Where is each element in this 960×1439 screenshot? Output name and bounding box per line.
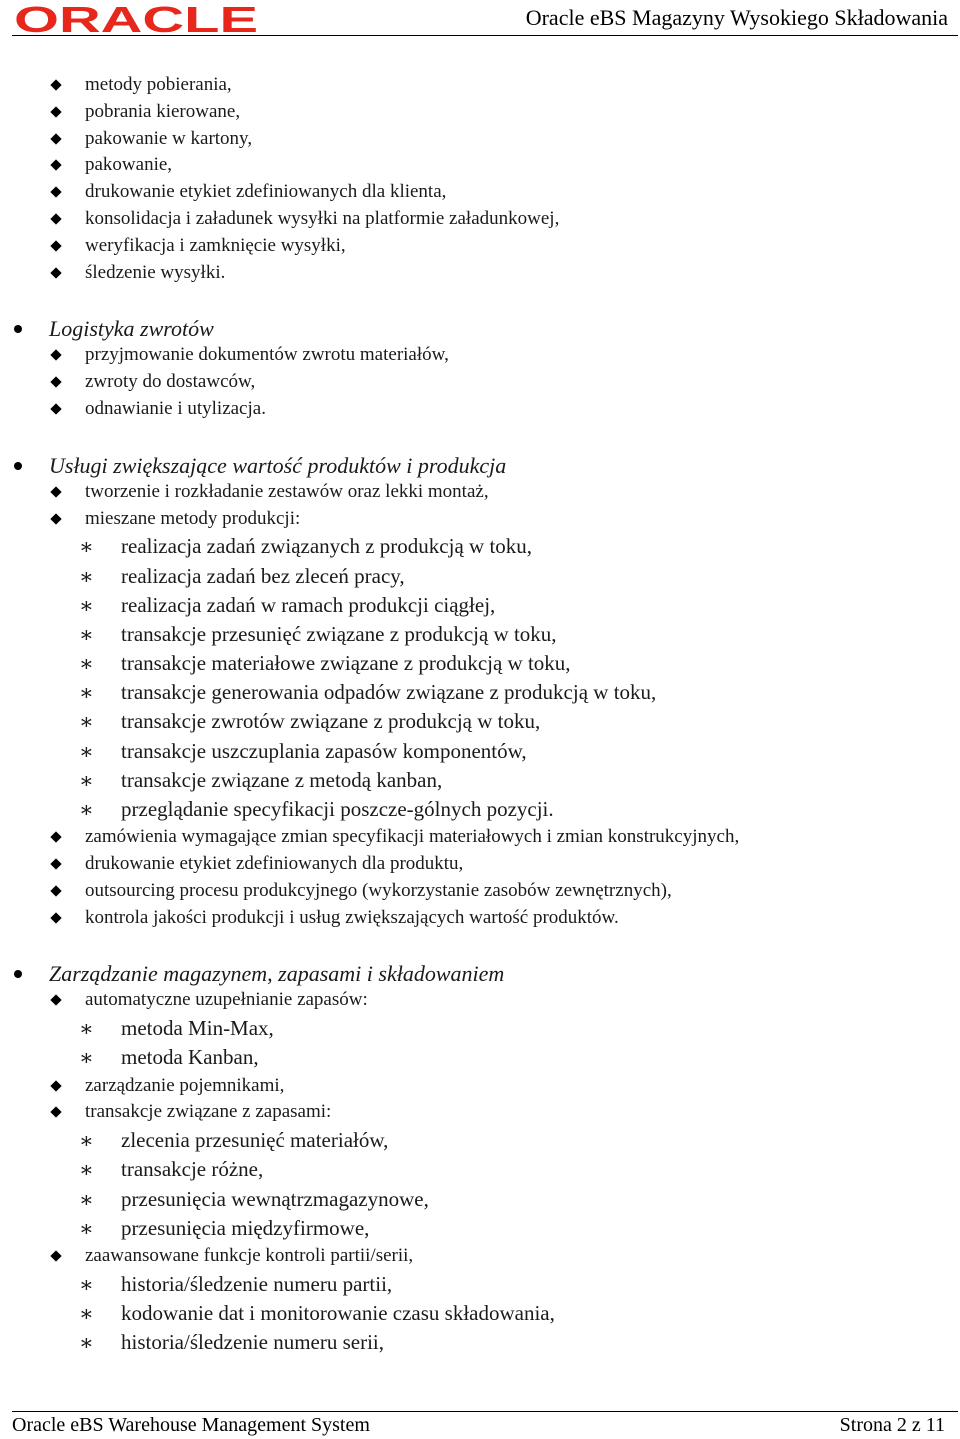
list-item-text: transakcje związane z zapasami: xyxy=(85,1101,332,1123)
list-item-text: transakcje generowania odpadów związane z produkcją w toku, xyxy=(121,680,657,705)
list-item-text: zamówienia wymagające zmian specyfikacji materiałowych i zmian konstrukcyjnych, xyxy=(85,826,740,848)
diamond-bullet-icon xyxy=(50,240,61,251)
list-item xyxy=(0,179,960,206)
list-item-text: weryfikacja i zamknięcie wysyłki, xyxy=(85,234,346,256)
list-item xyxy=(0,987,960,1014)
section-spacer xyxy=(0,423,960,452)
diamond-bullet-icon xyxy=(50,1250,61,1261)
diamond-bullet-icon xyxy=(50,79,61,90)
list-item-text: zlecenia przesunięć materiałów, xyxy=(121,1128,389,1153)
list-item-text: historia/śledzenie numeru serii, xyxy=(121,1330,385,1355)
list-item-text: metoda Min-Max, xyxy=(121,1016,274,1041)
list-item-text: realizacja zadań związanych z produkcją w toku, xyxy=(121,534,533,559)
list-item xyxy=(0,152,960,179)
list-item-text: zwroty do dostawców, xyxy=(85,371,256,393)
diamond-bullet-icon xyxy=(50,377,61,388)
document-title: Oracle eBS Magazyny Wysokiego Składowania xyxy=(525,5,948,30)
diamond-bullet-icon xyxy=(50,106,61,117)
list-item-text: transakcje przesunięć związane z produkcją w toku, xyxy=(121,621,557,646)
sub-list-item xyxy=(0,737,960,766)
sub-list-item xyxy=(0,1043,960,1072)
sub-list-item xyxy=(0,1155,960,1184)
list-item-text: zaawansowane funkcje kontroli partii/serii, xyxy=(85,1244,414,1266)
list-item-text: mieszane metody produkcji: xyxy=(85,507,301,529)
asterisk-bullet-icon: ∗ xyxy=(79,767,94,793)
oracle-logo xyxy=(14,2,260,35)
list-item xyxy=(0,479,960,506)
section-heading xyxy=(0,960,960,987)
sub-list-item xyxy=(0,1126,960,1155)
sub-list-item xyxy=(0,1185,960,1214)
diamond-bullet-icon xyxy=(50,160,61,171)
list-item-text: kodowanie dat i monitorowanie czasu składowania, xyxy=(121,1300,555,1325)
list-item-text: historia/śledzenie numeru partii, xyxy=(121,1271,393,1296)
diamond-bullet-icon xyxy=(50,858,61,869)
sub-list-item xyxy=(0,562,960,591)
diamond-bullet-icon xyxy=(50,486,61,497)
footer-document-name: Oracle eBS Warehouse Management System xyxy=(12,1414,370,1436)
list-item xyxy=(0,851,960,878)
list-item-text: transakcje materiałowe związane z produkcją w toku, xyxy=(121,651,571,676)
list-item-text: przeglądanie specyfikacji poszcze-gólnych pozycji. xyxy=(121,797,554,822)
list-item-text: automatyczne uzupełnianie zapasów: xyxy=(85,989,368,1011)
list-item-text: metody pobierania, xyxy=(85,74,232,95)
round-bullet-icon xyxy=(14,970,22,978)
list-item-text: transakcje różne, xyxy=(121,1157,264,1182)
list-item-text: przesunięcia wewnątrzmagazynowe, xyxy=(121,1186,429,1211)
header-divider xyxy=(12,35,958,36)
asterisk-bullet-icon: ∗ xyxy=(79,797,94,823)
diamond-bullet-icon xyxy=(50,885,61,896)
diamond-bullet-icon xyxy=(50,133,61,144)
list-item xyxy=(0,506,960,533)
diamond-bullet-icon xyxy=(50,1080,61,1091)
list-item-text: Logistyka zwrotów xyxy=(49,316,214,342)
list-item-text: realizacja zadań w ramach produkcji ciągłej, xyxy=(121,592,496,617)
sub-list-item xyxy=(0,795,960,824)
diamond-bullet-icon xyxy=(50,513,61,524)
list-item xyxy=(0,260,960,287)
asterisk-bullet-icon: ∗ xyxy=(79,1186,94,1212)
list-item-text: pakowanie w kartony, xyxy=(85,127,253,149)
diamond-bullet-icon xyxy=(50,832,61,843)
list-item-text: pobrania kierowane, xyxy=(85,100,241,122)
page-header xyxy=(0,0,960,40)
list-item-text: tworzenie i rozkładanie zestawów oraz lekki montaż, xyxy=(85,480,489,502)
sub-list-item xyxy=(0,649,960,678)
diamond-bullet-icon xyxy=(50,267,61,278)
svg-text:ORACLE: ORACLE xyxy=(14,2,258,35)
diamond-bullet-icon xyxy=(50,403,61,414)
list-item xyxy=(0,905,960,932)
asterisk-bullet-icon: ∗ xyxy=(79,534,94,560)
list-item-text: konsolidacja i załadunek wysyłki na platformie załadunkowej, xyxy=(85,207,560,229)
asterisk-bullet-icon: ∗ xyxy=(79,738,94,764)
sub-list-item xyxy=(0,766,960,795)
list-item xyxy=(0,126,960,153)
diamond-bullet-icon xyxy=(50,350,61,361)
list-item-text: kontrola jakości produkcji i usług zwiększających wartość produktów. xyxy=(85,906,619,928)
list-item-text: drukowanie etykiet zdefiniowanych dla produktu, xyxy=(85,853,464,875)
asterisk-bullet-icon: ∗ xyxy=(79,1215,94,1241)
diamond-bullet-icon xyxy=(50,1107,61,1118)
page-number: Strona 2 z 11 xyxy=(839,1414,945,1436)
list-item xyxy=(0,233,960,260)
asterisk-bullet-icon: ∗ xyxy=(79,1300,94,1326)
asterisk-bullet-icon: ∗ xyxy=(79,621,94,647)
round-bullet-icon xyxy=(14,325,22,333)
asterisk-bullet-icon: ∗ xyxy=(79,1157,94,1183)
sub-list-item xyxy=(0,1014,960,1043)
diamond-bullet-icon xyxy=(50,187,61,198)
asterisk-bullet-icon: ∗ xyxy=(79,1330,94,1356)
asterisk-bullet-icon: ∗ xyxy=(79,563,94,589)
sub-list-item xyxy=(0,532,960,561)
diamond-bullet-icon xyxy=(50,995,61,1006)
list-item-text: Zarządzanie magazynem, zapasami i składowaniem xyxy=(49,961,505,987)
list-item-text: transakcje uszczuplania zapasów komponentów, xyxy=(121,738,527,763)
list-item xyxy=(0,99,960,126)
asterisk-bullet-icon: ∗ xyxy=(79,1045,94,1071)
sub-list-item xyxy=(0,1214,960,1243)
asterisk-bullet-icon: ∗ xyxy=(79,651,94,677)
document-body xyxy=(0,72,960,1357)
section-heading xyxy=(0,315,960,342)
list-item xyxy=(0,878,960,905)
sub-list-item xyxy=(0,1270,960,1299)
sub-list-item xyxy=(0,678,960,707)
section-spacer xyxy=(0,931,960,960)
asterisk-bullet-icon: ∗ xyxy=(79,709,94,735)
asterisk-bullet-icon: ∗ xyxy=(79,1128,94,1154)
list-item-text: zarządzanie pojemnikami, xyxy=(85,1074,285,1096)
list-item xyxy=(0,72,960,99)
asterisk-bullet-icon: ∗ xyxy=(79,680,94,706)
asterisk-bullet-icon: ∗ xyxy=(79,1271,94,1297)
list-item xyxy=(0,342,960,369)
footer-divider xyxy=(12,1411,958,1412)
diamond-bullet-icon xyxy=(50,912,61,923)
sub-list-item xyxy=(0,1328,960,1357)
asterisk-bullet-icon: ∗ xyxy=(79,592,94,618)
list-item-text: odnawianie i utylizacja. xyxy=(85,397,266,419)
list-item-text: przesunięcia międzyfirmowe, xyxy=(121,1215,370,1240)
sub-list-item xyxy=(0,620,960,649)
list-item xyxy=(0,396,960,423)
list-item xyxy=(0,1099,960,1126)
list-item xyxy=(0,1243,960,1270)
list-item-text: pakowanie, xyxy=(85,154,173,176)
list-item-text: Usługi zwiększające wartość produktów i produkcja xyxy=(49,452,507,478)
sub-list-item xyxy=(0,707,960,736)
round-bullet-icon xyxy=(14,462,22,470)
sub-list-item xyxy=(0,1299,960,1328)
asterisk-bullet-icon: ∗ xyxy=(79,1016,94,1042)
list-item xyxy=(0,824,960,851)
list-item-text: outsourcing procesu produkcyjnego (wykorzystanie zasobów zewnętrznych), xyxy=(85,879,672,901)
list-item xyxy=(0,369,960,396)
list-item-text: transakcje związane z metodą kanban, xyxy=(121,767,443,792)
list-item-text: realizacja zadań bez zleceń pracy, xyxy=(121,563,405,588)
section-heading xyxy=(0,452,960,479)
list-item-text: drukowanie etykiet zdefiniowanych dla klienta, xyxy=(85,181,447,203)
list-item-text: metoda Kanban, xyxy=(121,1045,259,1070)
diamond-bullet-icon xyxy=(50,213,61,224)
list-item xyxy=(0,1073,960,1100)
list-item-text: przyjmowanie dokumentów zwrotu materiałów, xyxy=(85,344,449,366)
list-item xyxy=(0,206,960,233)
sub-list-item xyxy=(0,591,960,620)
list-item-text: śledzenie wysyłki. xyxy=(85,261,226,283)
section-spacer xyxy=(0,286,960,315)
list-item-text: transakcje zwrotów związane z produkcją w toku, xyxy=(121,709,541,734)
